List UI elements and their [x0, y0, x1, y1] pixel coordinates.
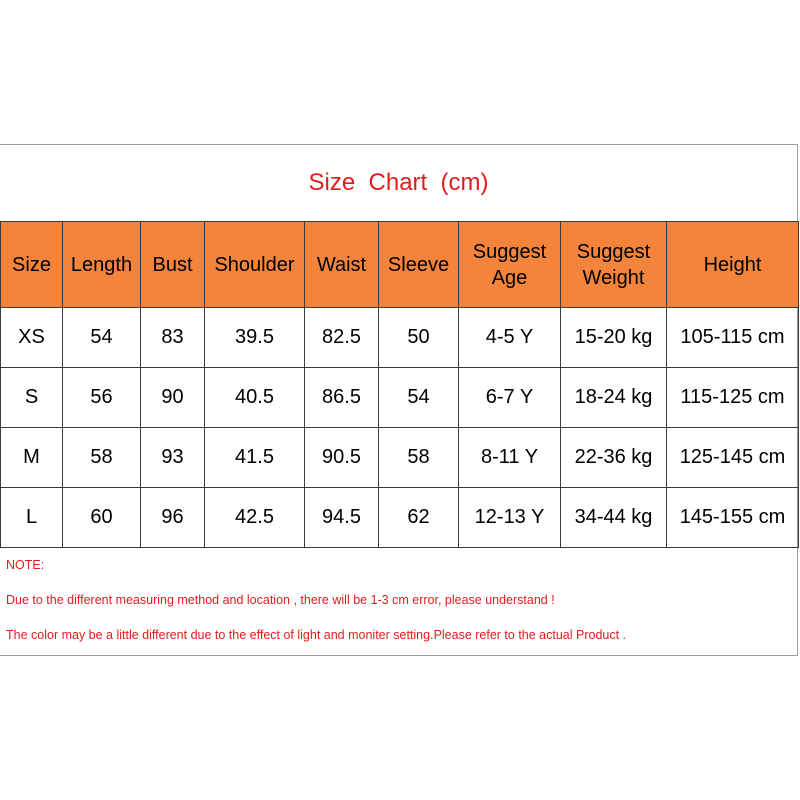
table-cell: 82.5: [305, 308, 379, 368]
table-cell: 90: [141, 368, 205, 428]
table-cell: 6-7 Y: [459, 368, 561, 428]
table-cell: 93: [141, 428, 205, 488]
size-chart: [0, 144, 798, 656]
header-suggest-weight: Suggest Weight: [561, 222, 667, 308]
table-cell: 56: [63, 368, 141, 428]
table-cell: 62: [379, 488, 459, 548]
note-line-color: The color may be a little different due to the effect of light and moniter setting.Please refer to the actual Product .: [6, 628, 627, 642]
table-cell: 8-11 Y: [459, 428, 561, 488]
table-cell: 18-24 kg: [561, 368, 667, 428]
header-shoulder: Shoulder: [205, 222, 305, 308]
table-row: [1, 308, 799, 368]
table-cell: 22-36 kg: [561, 428, 667, 488]
table-row: [1, 368, 799, 428]
table-row: [1, 488, 799, 548]
table-cell: 105-115 cm: [667, 308, 799, 368]
table-cell: S: [1, 368, 63, 428]
header-length: Length: [63, 222, 141, 308]
table-cell: M: [1, 428, 63, 488]
header-sleeve: Sleeve: [379, 222, 459, 308]
table-cell: 50: [379, 308, 459, 368]
table-cell: 40.5: [205, 368, 305, 428]
table-cell: 90.5: [305, 428, 379, 488]
table-cell: 83: [141, 308, 205, 368]
header-size: Size: [1, 222, 63, 308]
table-cell: 86.5: [305, 368, 379, 428]
header-waist: Waist: [305, 222, 379, 308]
table-cell: 34-44 kg: [561, 488, 667, 548]
table-cell: L: [1, 488, 63, 548]
table-cell: XS: [1, 308, 63, 368]
header-height: Height: [667, 222, 799, 308]
header-suggest-age: Suggest Age: [459, 222, 561, 308]
chart-title: Size Chart (cm): [308, 169, 489, 196]
note-line-measuring: Due to the different measuring method and location , there will be 1-3 cm error, please understand !: [6, 593, 555, 607]
notes-section: [6, 555, 626, 660]
table-cell: 41.5: [205, 428, 305, 488]
size-table: [0, 221, 799, 548]
table-cell: 60: [63, 488, 141, 548]
table-cell: 96: [141, 488, 205, 548]
table-cell: 94.5: [305, 488, 379, 548]
table-cell: 58: [379, 428, 459, 488]
table-cell: 115-125 cm: [667, 368, 799, 428]
header-row: [1, 222, 799, 308]
header-bust: Bust: [141, 222, 205, 308]
table-cell: 58: [63, 428, 141, 488]
table-cell: 54: [63, 308, 141, 368]
table-cell: 54: [379, 368, 459, 428]
table-cell: 12-13 Y: [459, 488, 561, 548]
table-cell: 145-155 cm: [667, 488, 799, 548]
table-cell: 15-20 kg: [561, 308, 667, 368]
table-row: [1, 428, 799, 488]
table-cell: 125-145 cm: [667, 428, 799, 488]
table-cell: 4-5 Y: [459, 308, 561, 368]
table-cell: 42.5: [205, 488, 305, 548]
note-label: NOTE:: [6, 558, 45, 572]
table-cell: 39.5: [205, 308, 305, 368]
